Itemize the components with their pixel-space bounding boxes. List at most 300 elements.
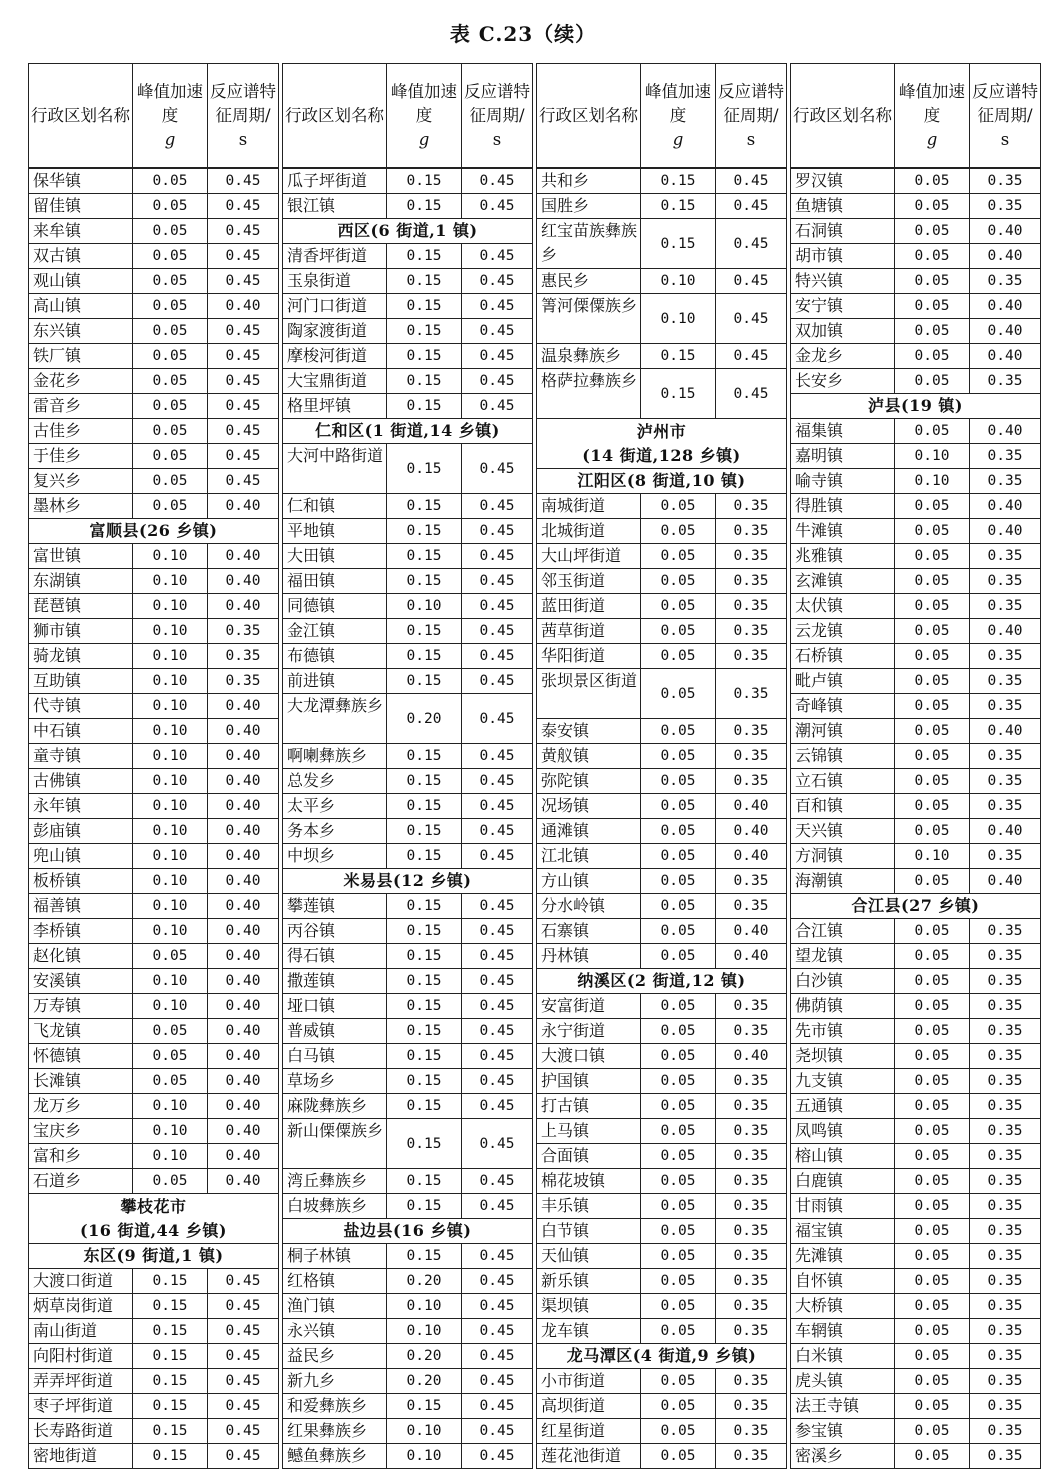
- district-name: 牛滩镇: [791, 519, 895, 544]
- table-row: [29, 894, 279, 919]
- pga-value: 0.05: [641, 1444, 716, 1469]
- pga-value: 0.05: [895, 1069, 970, 1094]
- pga-value: 0.15: [387, 494, 462, 519]
- table-row: [283, 1294, 533, 1319]
- table-row: [283, 168, 533, 194]
- period-value: 0.40: [208, 969, 279, 994]
- period-value: 0.45: [462, 619, 533, 644]
- table-row: [29, 994, 279, 1019]
- pga-value: 0.05: [895, 744, 970, 769]
- period-value: 0.35: [970, 844, 1041, 869]
- table-row: [29, 1394, 279, 1419]
- table-title: 表 C.23（续）: [449, 22, 597, 46]
- pga-value: 0.15: [387, 1394, 462, 1419]
- pga-value: 0.05: [895, 1044, 970, 1069]
- district-name: 毗卢镇: [791, 669, 895, 694]
- table-row: [29, 694, 279, 719]
- table-row: [29, 1269, 279, 1294]
- district-name: 富世镇: [29, 544, 133, 569]
- pga-value: 0.15: [387, 994, 462, 1019]
- table-row: [537, 669, 787, 719]
- table-row: [283, 1194, 533, 1219]
- header-name-label: 行政区划名称: [31, 105, 130, 125]
- pga-value: 0.10: [641, 269, 716, 294]
- table-row: [29, 369, 279, 394]
- period-value: 0.45: [208, 1444, 279, 1469]
- pga-value: 0.15: [387, 294, 462, 319]
- pga-value: 0.05: [641, 1394, 716, 1419]
- period-value: 0.45: [208, 369, 279, 394]
- district-name: 大桥镇: [791, 1294, 895, 1319]
- table-row: [791, 819, 1041, 844]
- table-row: [537, 719, 787, 744]
- table-row: [791, 419, 1041, 444]
- table-row: [791, 869, 1041, 894]
- pga-value: 0.10: [133, 744, 208, 769]
- period-value: 0.35: [716, 1269, 787, 1294]
- pga-value: 0.05: [895, 294, 970, 319]
- period-value: 0.35: [716, 1369, 787, 1394]
- period-value: 0.35: [716, 1394, 787, 1419]
- district-name: 怀德镇: [29, 1044, 133, 1069]
- period-value: 0.35: [970, 1294, 1041, 1319]
- district-name: 白鹿镇: [791, 1169, 895, 1194]
- district-name: 罗汉镇: [791, 168, 895, 194]
- district-name: 护国镇: [537, 1069, 641, 1094]
- district-name: 新乐镇: [537, 1269, 641, 1294]
- pga-value: 0.05: [895, 594, 970, 619]
- pga-value: 0.15: [641, 344, 716, 369]
- table-row: [537, 1269, 787, 1294]
- period-value: 0.35: [208, 644, 279, 669]
- period-value: 0.40: [208, 1119, 279, 1144]
- district-name: 攀莲镇: [283, 894, 387, 919]
- period-value: 0.40: [208, 919, 279, 944]
- pga-value: 0.05: [641, 519, 716, 544]
- period-value: 0.40: [208, 694, 279, 719]
- district-name: 前进镇: [283, 669, 387, 694]
- period-value: 0.45: [716, 168, 787, 194]
- table-row: [791, 219, 1041, 244]
- district-name: 麻陇彝族乡: [283, 1094, 387, 1119]
- section-row: [791, 394, 1041, 419]
- section-heading: [537, 419, 787, 469]
- period-value: 0.40: [970, 719, 1041, 744]
- table-row: [537, 544, 787, 569]
- district-name: 虎头镇: [791, 1369, 895, 1394]
- period-value: 0.35: [970, 1044, 1041, 1069]
- pga-value: 0.10: [133, 719, 208, 744]
- pga-value: 0.10: [133, 644, 208, 669]
- pga-value: 0.10: [895, 469, 970, 494]
- section-row: [29, 1244, 279, 1269]
- pga-value: 0.05: [641, 1019, 716, 1044]
- period-value: 0.35: [716, 1069, 787, 1094]
- pga-value: 0.05: [895, 1444, 970, 1469]
- period-value: 0.40: [970, 294, 1041, 319]
- section-heading: 龙马潭区(4 街道,9 乡镇): [537, 1344, 787, 1369]
- pga-value: 0.05: [895, 244, 970, 269]
- district-name: 金江镇: [283, 619, 387, 644]
- period-value: 0.35: [716, 644, 787, 669]
- district-name: 和爱彝族乡: [283, 1394, 387, 1419]
- table-row: [791, 344, 1041, 369]
- period-value: 0.35: [970, 594, 1041, 619]
- pga-value: 0.15: [387, 669, 462, 694]
- period-value: 0.40: [208, 494, 279, 519]
- district-name: 琵琶镇: [29, 594, 133, 619]
- pga-value: 0.05: [641, 794, 716, 819]
- pga-value: 0.05: [895, 944, 970, 969]
- period-value: 0.35: [970, 1069, 1041, 1094]
- period-value: 0.35: [208, 619, 279, 644]
- pga-value: 0.10: [387, 594, 462, 619]
- district-name: 大渡口镇: [537, 1044, 641, 1069]
- district-name: 龙车镇: [537, 1319, 641, 1344]
- table-row: [29, 869, 279, 894]
- district-name: 炳草岗街道: [29, 1294, 133, 1319]
- pga-value: 0.15: [387, 619, 462, 644]
- pga-value: 0.15: [387, 344, 462, 369]
- section-heading: 富顺县(26 乡镇): [29, 519, 279, 544]
- pga-value: 0.10: [895, 444, 970, 469]
- district-name: 参宝镇: [791, 1419, 895, 1444]
- period-value: 0.45: [462, 1069, 533, 1094]
- table-row: [283, 894, 533, 919]
- period-value: 0.35: [970, 969, 1041, 994]
- table-columns: [28, 63, 1036, 1463]
- pga-value: 0.10: [133, 1119, 208, 1144]
- table-row: [791, 644, 1041, 669]
- table-row: [537, 1394, 787, 1419]
- pga-value: 0.10: [133, 594, 208, 619]
- pga-value: 0.15: [641, 219, 716, 269]
- pga-value: 0.20: [387, 1269, 462, 1294]
- district-name: 海潮镇: [791, 869, 895, 894]
- table-row: [537, 1369, 787, 1394]
- period-value: 0.45: [462, 794, 533, 819]
- district-name: 兆雅镇: [791, 544, 895, 569]
- period-value: 0.45: [462, 1094, 533, 1119]
- header-name-label: 行政区划名称: [285, 105, 384, 125]
- period-value: 0.35: [716, 1444, 787, 1469]
- period-value: 0.45: [208, 1269, 279, 1294]
- period-value: 0.45: [462, 1044, 533, 1069]
- table-row: [791, 1219, 1041, 1244]
- period-value: 0.35: [716, 1094, 787, 1119]
- table-row: [283, 344, 533, 369]
- district-name: 湾丘彝族乡: [283, 1169, 387, 1194]
- period-value: 0.45: [462, 344, 533, 369]
- table-row: [537, 844, 787, 869]
- district-name: 清香坪街道: [283, 244, 387, 269]
- table-row: [537, 1444, 787, 1469]
- period-value: 0.45: [462, 1019, 533, 1044]
- period-value: 0.35: [208, 669, 279, 694]
- header-period-label: 反应谱特征周期/: [972, 81, 1038, 125]
- period-value: 0.35: [970, 469, 1041, 494]
- header-period-unit: s: [492, 129, 502, 149]
- pga-value: 0.20: [387, 694, 462, 744]
- district-name: 潮河镇: [791, 719, 895, 744]
- period-value: 0.35: [970, 919, 1041, 944]
- pga-value: 0.05: [133, 369, 208, 394]
- pga-value: 0.15: [387, 444, 462, 494]
- period-value: 0.35: [716, 619, 787, 644]
- period-value: 0.40: [716, 819, 787, 844]
- period-value: 0.45: [462, 594, 533, 619]
- header-pga-unit: g: [164, 129, 176, 149]
- section-heading: 江阳区(8 街道,10 镇): [537, 469, 787, 494]
- table-row: [791, 919, 1041, 944]
- table-row: [283, 544, 533, 569]
- table-row: [29, 619, 279, 644]
- period-value: 0.35: [970, 794, 1041, 819]
- pga-value: 0.05: [641, 994, 716, 1019]
- pga-value: 0.05: [133, 419, 208, 444]
- district-name: 五通镇: [791, 1094, 895, 1119]
- pga-value: 0.05: [641, 1269, 716, 1294]
- table-row: [537, 1419, 787, 1444]
- pga-value: 0.05: [641, 619, 716, 644]
- section-heading: 米易县(12 乡镇): [283, 869, 533, 894]
- table-row: [283, 1019, 533, 1044]
- period-value: 0.35: [970, 1219, 1041, 1244]
- period-value: 0.40: [970, 319, 1041, 344]
- period-value: 0.35: [716, 869, 787, 894]
- district-name: 丰乐镇: [537, 1194, 641, 1219]
- pga-value: 0.10: [133, 1094, 208, 1119]
- period-value: 0.45: [208, 469, 279, 494]
- period-value: 0.35: [970, 1344, 1041, 1369]
- table-row: [791, 519, 1041, 544]
- table-row: [29, 319, 279, 344]
- district-name: 福善镇: [29, 894, 133, 919]
- pga-value: 0.10: [895, 844, 970, 869]
- period-value: 0.35: [970, 369, 1041, 394]
- district-name: 摩梭河街道: [283, 344, 387, 369]
- period-value: 0.35: [970, 694, 1041, 719]
- period-value: 0.40: [970, 244, 1041, 269]
- table-row: [29, 244, 279, 269]
- district-name: 白马镇: [283, 1044, 387, 1069]
- pga-value: 0.05: [895, 619, 970, 644]
- district-name: 车辋镇: [791, 1319, 895, 1344]
- period-value: 0.40: [716, 919, 787, 944]
- header-pga-label: 峰值加速度: [391, 81, 457, 125]
- pga-value: 0.10: [133, 619, 208, 644]
- district-name: 天兴镇: [791, 819, 895, 844]
- district-name: 榕山镇: [791, 1144, 895, 1169]
- period-value: 0.45: [462, 969, 533, 994]
- period-value: 0.40: [208, 719, 279, 744]
- district-name: 先市镇: [791, 1019, 895, 1044]
- period-value: 0.45: [462, 1319, 533, 1344]
- district-name: 云锦镇: [791, 744, 895, 769]
- district-name: 望龙镇: [791, 944, 895, 969]
- period-value: 0.40: [716, 1044, 787, 1069]
- pga-value: 0.15: [387, 168, 462, 194]
- table-row: [791, 1294, 1041, 1319]
- district-name: 观山镇: [29, 269, 133, 294]
- pga-value: 0.15: [387, 744, 462, 769]
- district-name: 天仙镇: [537, 1244, 641, 1269]
- district-name: 合面镇: [537, 1144, 641, 1169]
- table-row: [283, 444, 533, 494]
- district-name: 草场乡: [283, 1069, 387, 1094]
- district-name: 安溪镇: [29, 969, 133, 994]
- table-row: [29, 594, 279, 619]
- period-value: 0.35: [970, 1194, 1041, 1219]
- pga-value: 0.15: [387, 269, 462, 294]
- section-heading: 泸县(19 镇): [791, 394, 1041, 419]
- period-value: 0.35: [716, 1169, 787, 1194]
- pga-value: 0.15: [387, 519, 462, 544]
- period-value: 0.45: [716, 269, 787, 294]
- table-row: [791, 1394, 1041, 1419]
- period-value: 0.40: [970, 619, 1041, 644]
- district-name: 南山街道: [29, 1319, 133, 1344]
- pga-value: 0.05: [133, 194, 208, 219]
- section-row: [29, 1194, 279, 1244]
- district-name: 宝庆乡: [29, 1119, 133, 1144]
- table-row: [29, 294, 279, 319]
- pga-value: 0.05: [641, 944, 716, 969]
- section-row: [283, 869, 533, 894]
- table-row: [283, 794, 533, 819]
- period-value: 0.35: [716, 1119, 787, 1144]
- district-name: 东兴镇: [29, 319, 133, 344]
- table-row: [791, 844, 1041, 869]
- period-value: 0.45: [208, 1394, 279, 1419]
- district-name: 通滩镇: [537, 819, 641, 844]
- header-period: [716, 64, 787, 169]
- pga-value: 0.15: [387, 369, 462, 394]
- district-name: 赵化镇: [29, 944, 133, 969]
- table-row: [791, 619, 1041, 644]
- table-row: [791, 1419, 1041, 1444]
- period-value: 0.45: [208, 1369, 279, 1394]
- district-name: 先滩镇: [791, 1244, 895, 1269]
- district-name: 丙谷镇: [283, 919, 387, 944]
- period-value: 0.35: [970, 669, 1041, 694]
- district-name: 银江镇: [283, 194, 387, 219]
- district-name: 彭庙镇: [29, 819, 133, 844]
- table-row: [537, 594, 787, 619]
- period-value: 0.35: [970, 1419, 1041, 1444]
- pga-value: 0.15: [387, 1169, 462, 1194]
- period-value: 0.35: [716, 1194, 787, 1219]
- pga-value: 0.10: [133, 919, 208, 944]
- header-pga: [387, 64, 462, 169]
- period-value: 0.45: [462, 1294, 533, 1319]
- district-name: 黄舣镇: [537, 744, 641, 769]
- pga-value: 0.15: [387, 1119, 462, 1169]
- table-row: [29, 219, 279, 244]
- district-name: 大渡口街道: [29, 1269, 133, 1294]
- district-name: 红宝苗族彝族乡: [537, 219, 641, 269]
- section-row: [29, 519, 279, 544]
- pga-value: 0.05: [641, 1119, 716, 1144]
- pga-value: 0.05: [641, 1144, 716, 1169]
- table-row: [29, 444, 279, 469]
- pga-value: 0.05: [895, 869, 970, 894]
- pga-value: 0.05: [895, 769, 970, 794]
- district-name: 板桥镇: [29, 869, 133, 894]
- table-row: [283, 844, 533, 869]
- pga-value: 0.10: [641, 294, 716, 344]
- period-value: 0.35: [716, 594, 787, 619]
- pga-value: 0.15: [133, 1319, 208, 1344]
- table-row: [283, 694, 533, 744]
- period-value: 0.45: [716, 219, 787, 269]
- period-value: 0.35: [970, 194, 1041, 219]
- period-value: 0.45: [462, 269, 533, 294]
- district-name: 红星街道: [537, 1419, 641, 1444]
- table-row: [283, 1344, 533, 1369]
- table-row: [537, 1169, 787, 1194]
- pga-value: 0.05: [641, 569, 716, 594]
- table-row: [537, 519, 787, 544]
- pga-value: 0.05: [895, 1344, 970, 1369]
- district-name: 永年镇: [29, 794, 133, 819]
- table-row: [283, 519, 533, 544]
- table-row: [791, 669, 1041, 694]
- district-name: 永兴镇: [283, 1319, 387, 1344]
- period-value: 0.45: [208, 344, 279, 369]
- pga-value: 0.05: [895, 519, 970, 544]
- table-row: [283, 1419, 533, 1444]
- period-value: 0.40: [208, 294, 279, 319]
- table-row: [537, 1294, 787, 1319]
- district-table: [28, 63, 279, 1469]
- pga-value: 0.10: [133, 994, 208, 1019]
- pga-value: 0.05: [133, 1069, 208, 1094]
- pga-value: 0.05: [641, 1419, 716, 1444]
- period-value: 0.45: [716, 194, 787, 219]
- pga-value: 0.15: [387, 194, 462, 219]
- period-value: 0.40: [208, 944, 279, 969]
- table-row: [791, 1119, 1041, 1144]
- district-name: 福田镇: [283, 569, 387, 594]
- district-name: 温泉彝族乡: [537, 344, 641, 369]
- table-row: [537, 1244, 787, 1269]
- header-name: [537, 64, 641, 169]
- period-value: 0.45: [716, 344, 787, 369]
- district-name: 佛荫镇: [791, 994, 895, 1019]
- section-heading-line: 泸州市: [636, 421, 687, 441]
- district-name: 小市街道: [537, 1369, 641, 1394]
- period-value: 0.35: [970, 168, 1041, 194]
- table-row: [29, 1444, 279, 1469]
- period-value: 0.45: [462, 494, 533, 519]
- period-value: 0.40: [208, 1044, 279, 1069]
- table-row: [791, 1044, 1041, 1069]
- table-row: [537, 168, 787, 194]
- period-value: 0.35: [716, 1419, 787, 1444]
- table-row: [29, 1094, 279, 1119]
- district-name: 金花乡: [29, 369, 133, 394]
- period-value: 0.40: [208, 1169, 279, 1194]
- period-value: 0.40: [716, 844, 787, 869]
- section-heading: 仁和区(1 街道,14 乡镇): [283, 419, 533, 444]
- district-name: 邻玉街道: [537, 569, 641, 594]
- district-name: 格里坪镇: [283, 394, 387, 419]
- period-value: 0.40: [208, 894, 279, 919]
- period-value: 0.45: [462, 694, 533, 744]
- pga-value: 0.05: [641, 1194, 716, 1219]
- pga-value: 0.15: [641, 369, 716, 419]
